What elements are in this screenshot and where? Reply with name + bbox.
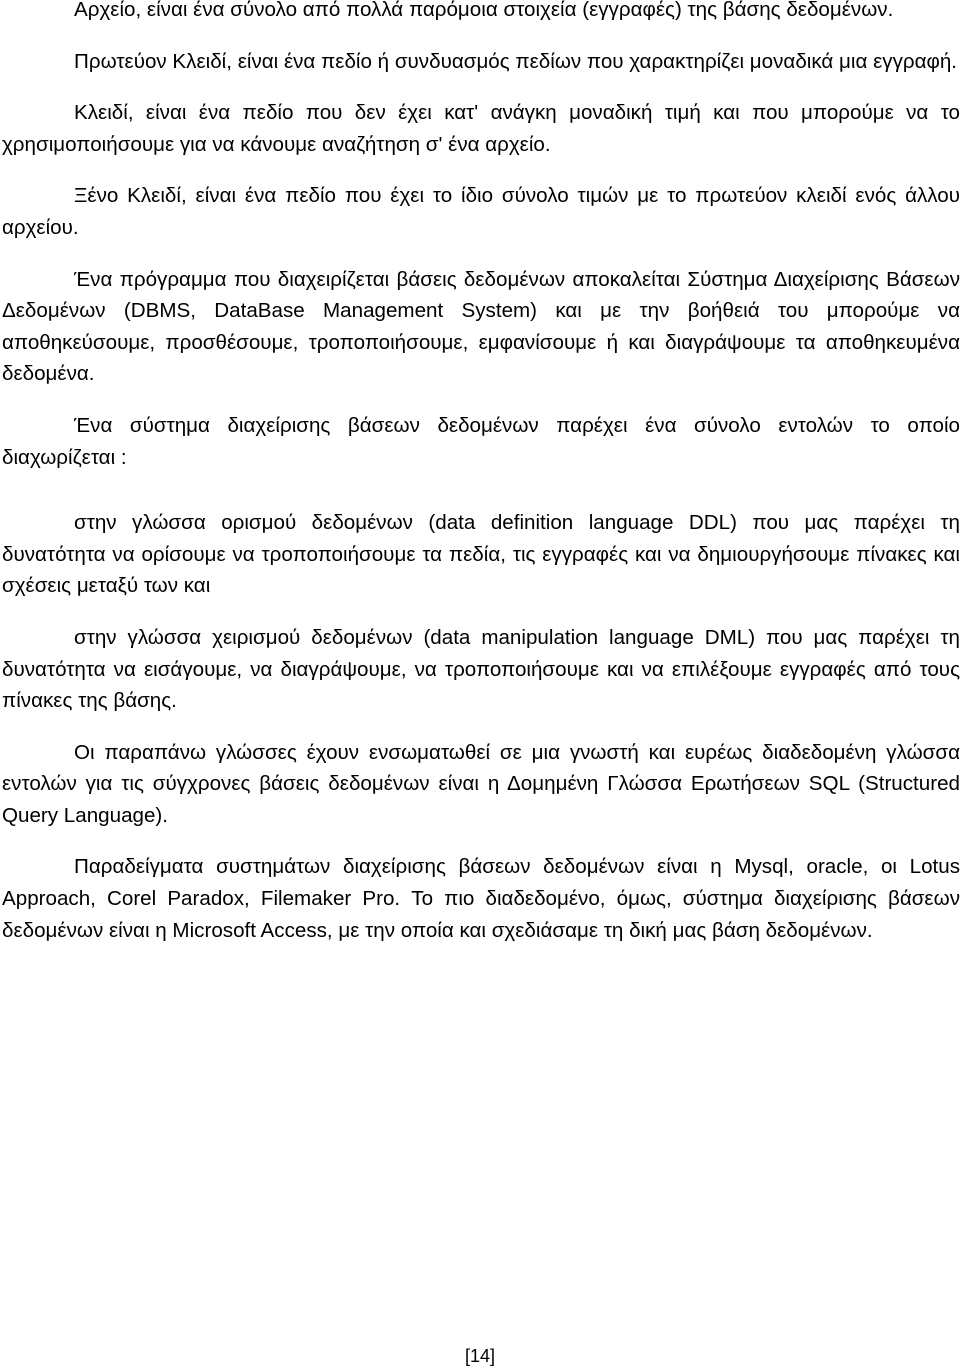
paragraph-foreign-key-definition: Ξένο Κλειδί, είναι ένα πεδίο που έχει το ίδιο σύνολο τιμών με το πρωτεύον κλειδί ενός άλλου αρχείου. <box>2 184 960 239</box>
paragraph-command-set: Ένα σύστημα διαχείρισης βάσεων δεδομένων παρέχει ένα σύνολο εντολών το οποίο διαχωρίζεται : <box>2 413 960 469</box>
paragraph-primary-key-definition: Πρωτεύον Κλειδί, είναι ένα πεδίο ή συνδυασμός πεδίων που χαρακτηρίζει μοναδικά μια εγγραφή. <box>74 49 958 73</box>
paragraph-file-definition: Αρχείο, είναι ένα σύνολο από πολλά παρόμοια στοιχεία (εγγραφές) της βάσης δεδομένων. <box>74 0 894 21</box>
paragraph-dbms-definition: Ένα πρόγραμμα που διαχειρίζεται βάσεις δεδομένων αποκαλείται Σύστημα Διαχείρισης Βάσεων Δεδομένων (DBMS, DataBase Management System) και με την βοήθειά του μπορούμε να αποθηκεύσουμε, προσθέσουμε, τροποποιήσουμε, εμφανίσουμε ή και διαγράψουμε τα αποθηκευμένα δεδομένα. <box>2 267 960 386</box>
document-body <box>2 0 960 946</box>
page-number: [14] <box>464 1346 496 1366</box>
paragraph-key-definition: Κλειδί, είναι ένα πεδίο που δεν έχει κατ' ανάγκη μοναδική τιμή και που μπορούμε να το χρησιμοποιήσουμε για να κάνουμε αναζήτηση σ' ένα αρχείο. <box>2 101 960 156</box>
paragraph-dml: στην γλώσσα χειρισμού δεδομένων (data manipulation language DML) που μας παρέχει τη δυνατότητα να εισάγουμε, να διαγράψουμε, να τροποποιήσουμε και να επιλέξουμε εγγραφές από τους πίνακες της βάσης. <box>2 625 960 713</box>
paragraph-sql: Οι παραπάνω γλώσσες έχουν ενσωματωθεί σε μια γνωστή και ευρέως διαδεδομένη γλώσσα εντολών για τις σύγχρονες βάσεις δεδομένων είναι η Δομημένη Γλώσσα Ερωτήσεων SQL (Structured Query Language). <box>2 740 960 827</box>
paragraph-dbms-examples: Παραδείγματα συστημάτων διαχείρισης βάσεων δεδομένων είναι η Mysql, oracle, οι Lotus Approach, Corel Paradox, Filemaker Pro. Το πιο διαδεδομένο, όμως, σύστημα διαχείρισης βάσεων δεδομένων είναι η Microsoft Access, με την οποία και σχεδιάσαμε τη δική μας βάση δεδομένων. <box>2 855 960 942</box>
paragraph-ddl: στην γλώσσα ορισμού δεδομένων (data definition language DDL) που μας παρέχει τη δυνατότητα να ορίσουμε να τροποποιήσουμε τα πεδία, τις εγγραφές και να δημιουργήσουμε πίνακες και σχέσεις μεταξύ των και <box>2 511 960 598</box>
